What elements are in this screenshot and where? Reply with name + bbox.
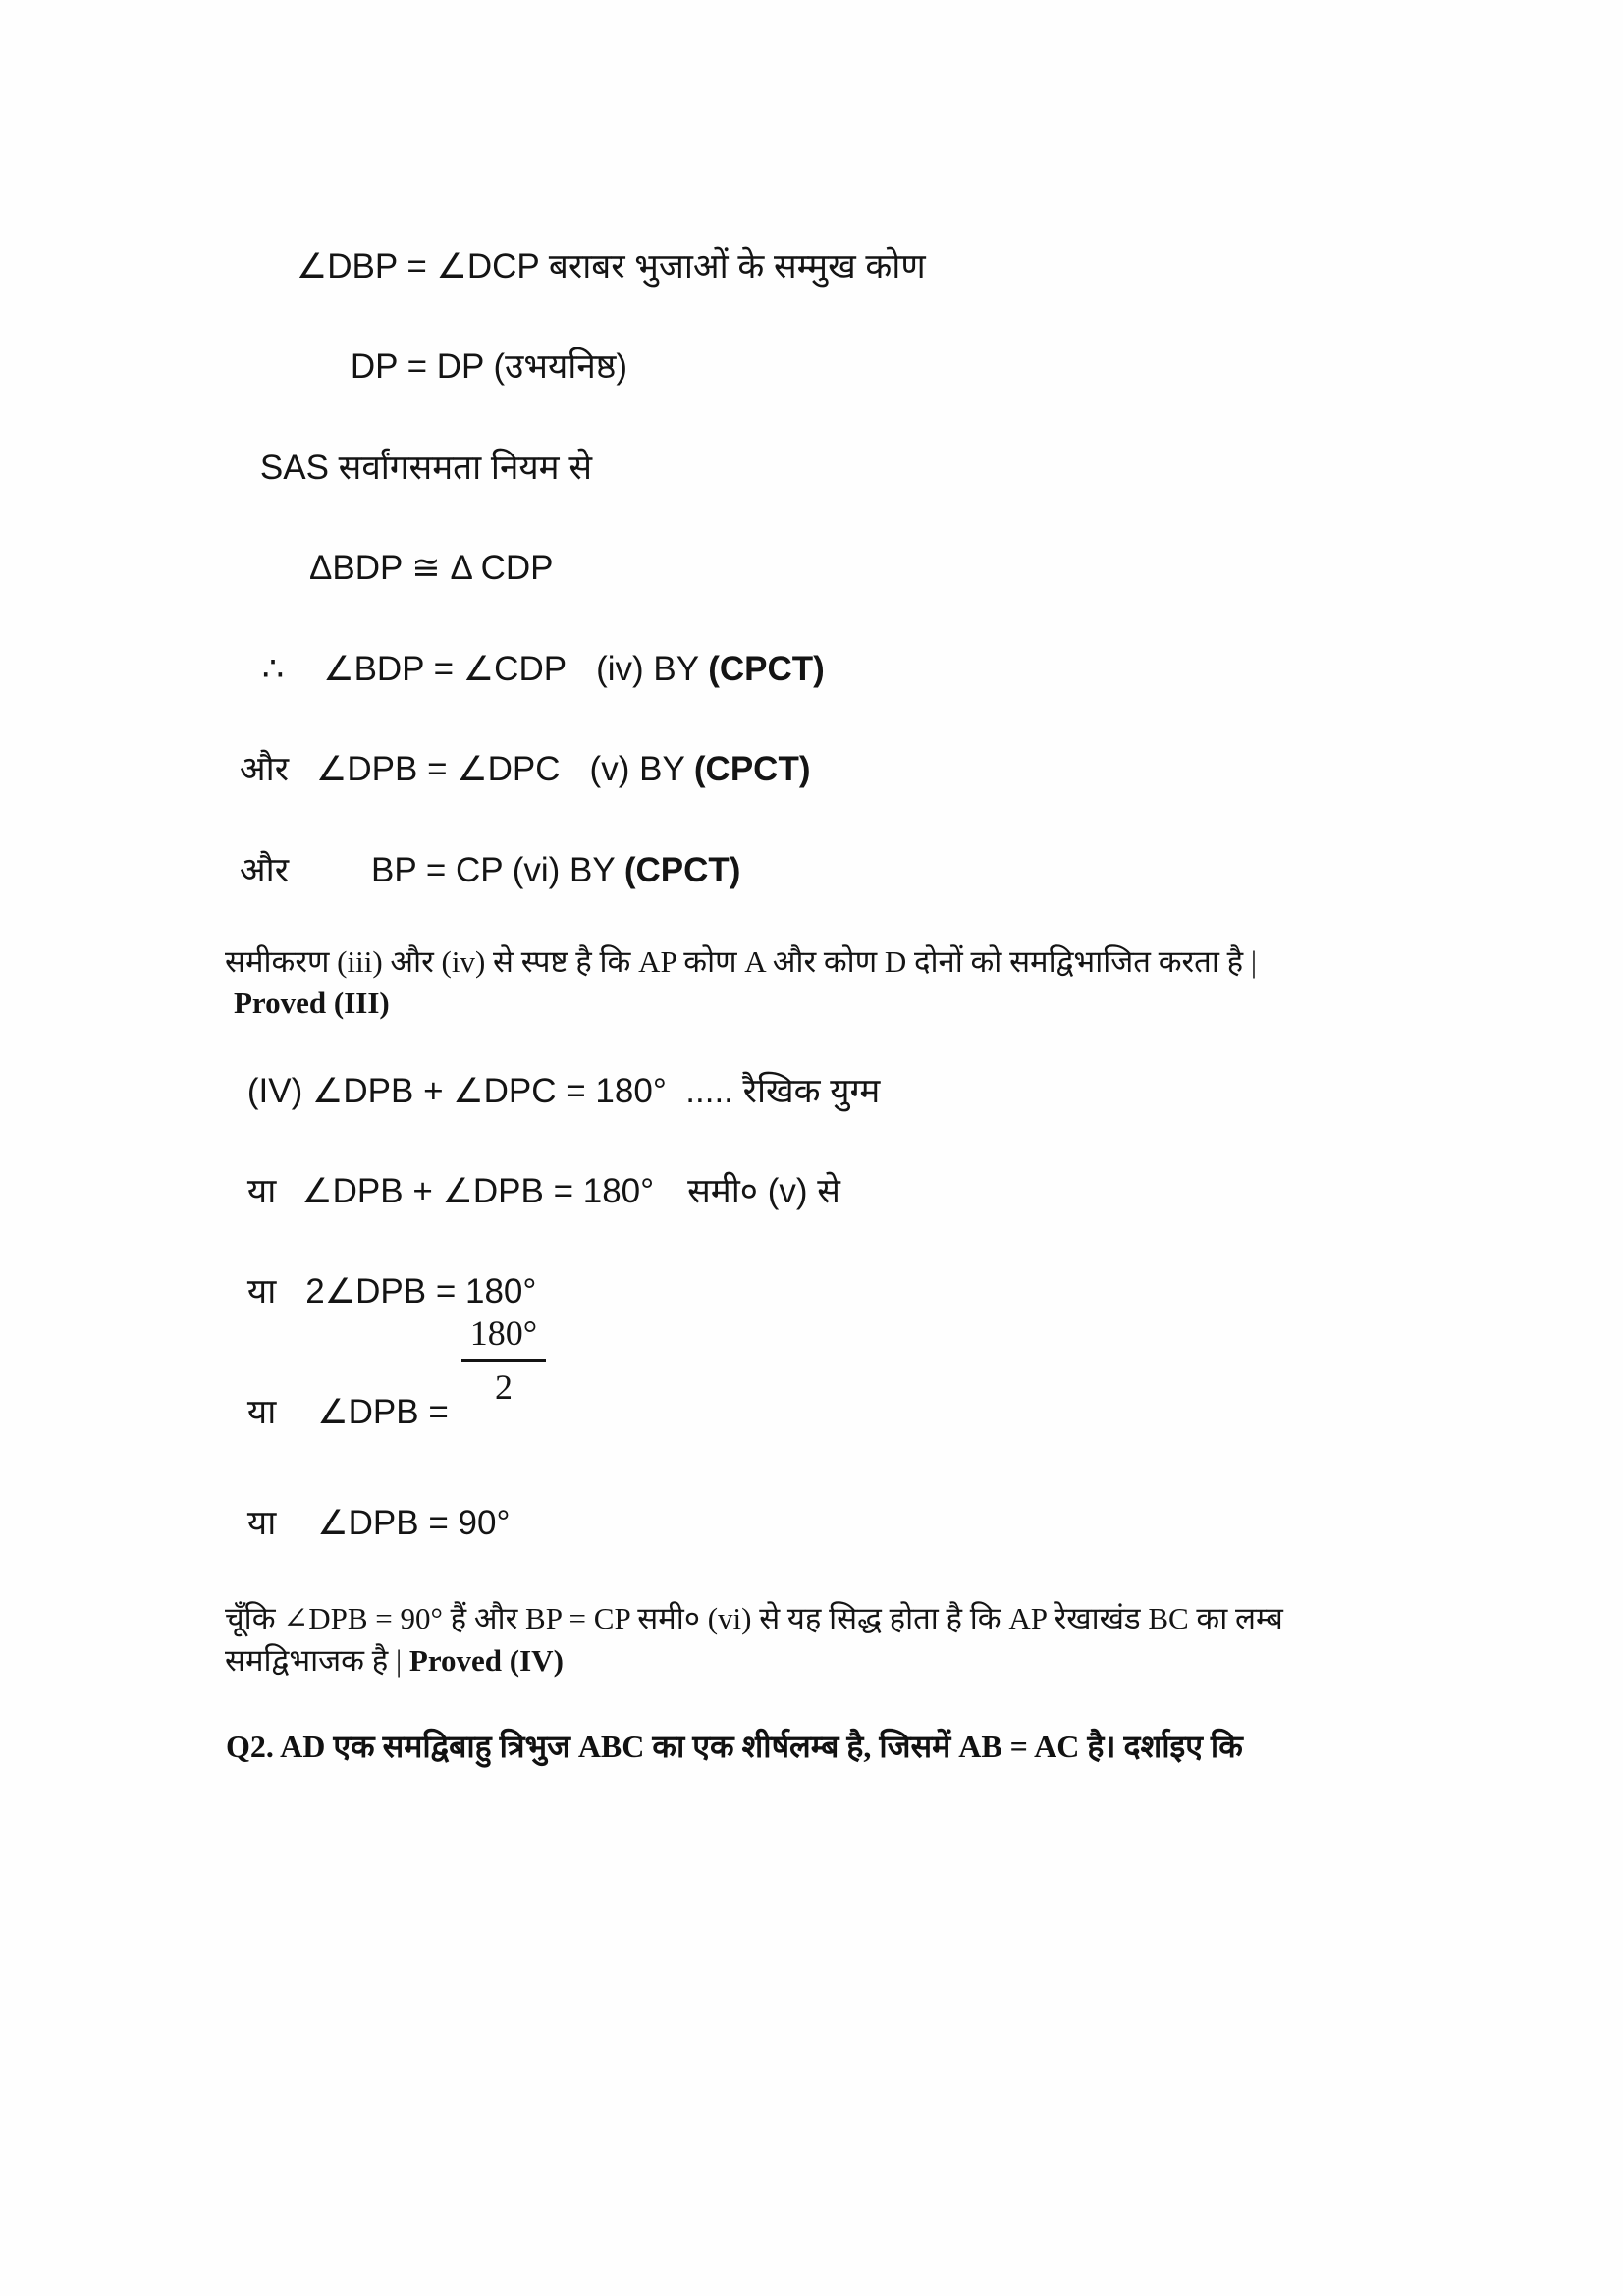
by-text: BY [653, 650, 699, 688]
math-expression: 2∠DPB = 180° [305, 1272, 537, 1310]
prefix-and: और [239, 750, 290, 788]
reason-text: (CPCT) [693, 750, 811, 788]
by-text: BY [569, 851, 616, 889]
prefix-or: या [246, 1504, 277, 1542]
math-expression: ∠DPB + ∠DPB = 180° [301, 1172, 655, 1210]
by-text: BY [639, 750, 685, 788]
prefix-or: या [246, 1393, 277, 1431]
part-label: (IV) [246, 1072, 303, 1110]
reason-text: (CPCT) [708, 650, 825, 688]
question-text: Q2. AD एक समद्विबाहु त्रिभुज ABC का एक शीर्षलम्ब है, जिसमें AB = AC है। दर्शाइए कि [226, 1729, 1243, 1764]
conclusion-text: समीकरण (iii) और (iv) से स्पष्ट है कि AP कोण A और कोण D दोनों को समद्विभाजित करता है | [225, 944, 1258, 979]
dots: ..... [685, 1072, 733, 1110]
prefix-or: या [246, 1172, 277, 1210]
equation-tag: (vi) [512, 851, 561, 889]
equation-tag: (iv) [596, 650, 644, 688]
fraction-denominator: 2 [495, 1367, 513, 1407]
math-expression: DP = DP [350, 347, 484, 386]
reason-text: (उभयनिष्ठ) [493, 347, 628, 386]
math-expression: BP = CP [371, 851, 503, 889]
math-expression: ∠BDP = ∠CDP [323, 650, 568, 688]
reason-text: (CPCT) [623, 851, 741, 889]
fraction-180-over-2 [461, 1313, 546, 1407]
reason-text: रैखिक युग्म [742, 1072, 881, 1110]
equation-tag: (v) [589, 750, 630, 788]
fraction-numerator: 180° [469, 1313, 538, 1353]
math-expression: ∠DPB = 90° [317, 1504, 511, 1542]
reason-text: बराबर भुजाओं के सम्मुख कोण [548, 247, 926, 286]
reason-text: समी० (v) से [687, 1172, 840, 1210]
math-expression: ∠DBP = ∠DCP [296, 247, 540, 286]
proved-text: Proved (III) [234, 986, 390, 1020]
rule-text: SAS सर्वांगसमता नियम से [259, 449, 592, 487]
math-expression: ∠DPB = [317, 1393, 449, 1431]
math-expression: ΔBDP ≅ Δ CDP [308, 549, 554, 587]
therefore-symbol: ∴ [261, 650, 285, 688]
conclusion-text: चूँकि ∠DPB = 90° हैं और BP = CP समी० (vi) से यह सिद्ध होता है कि AP रेखाखंड BC का लम्ब [225, 1601, 1283, 1635]
prefix-and: और [239, 851, 290, 889]
math-expression: ∠DPB = ∠DPC [316, 750, 561, 788]
question-2-heading [194, 1684, 1243, 1808]
math-expression: ∠DPB + ∠DPC = 180° [312, 1072, 667, 1110]
prefix-or: या [246, 1272, 277, 1310]
proved-text: Proved (IV) [408, 1643, 564, 1678]
conclusion-text: समद्विभाजक है | [225, 1643, 403, 1678]
